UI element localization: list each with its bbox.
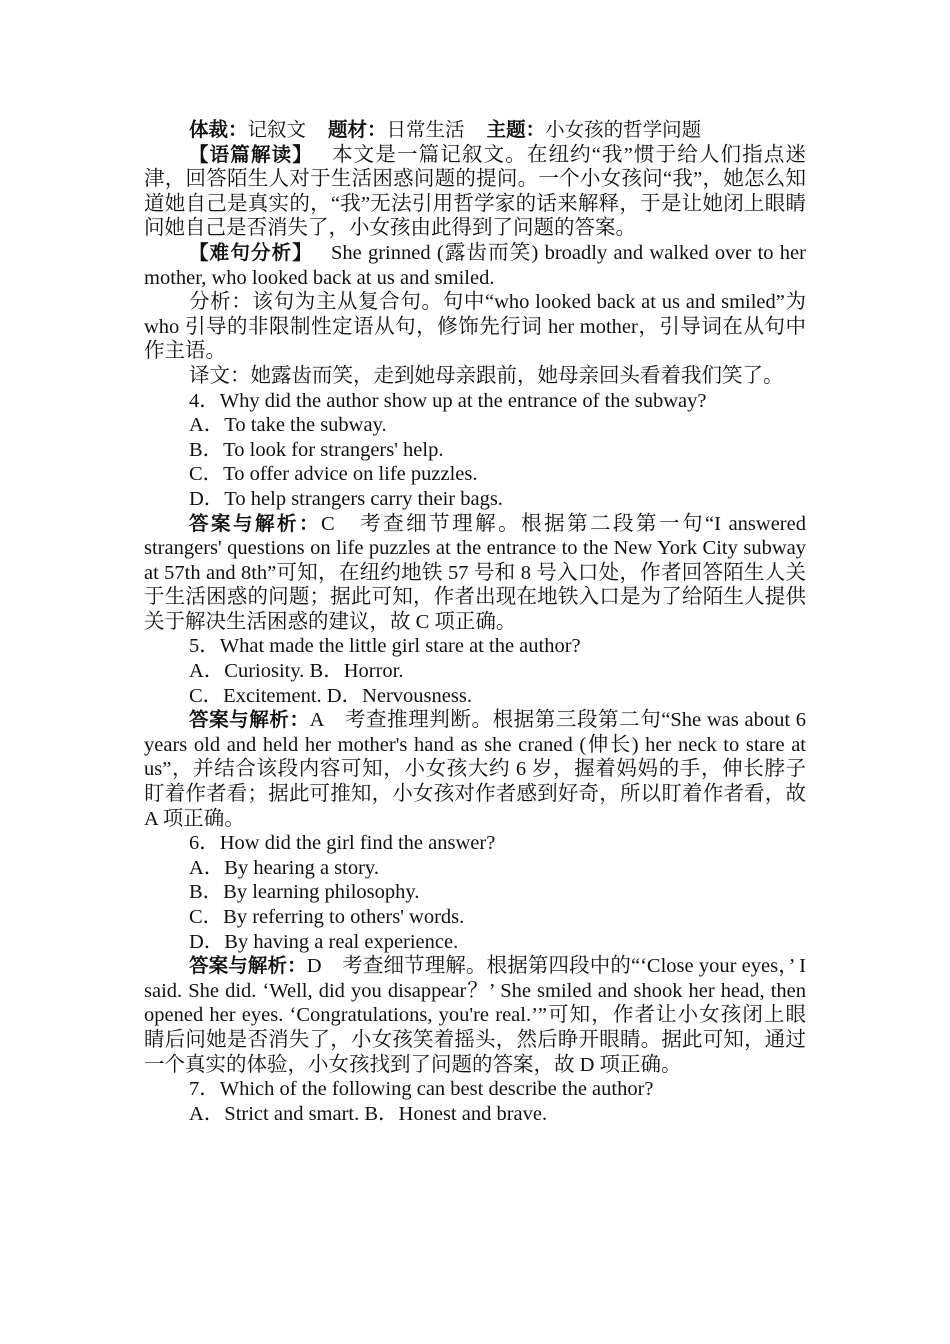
question-stem: 5．What made the little girl stare at the author? bbox=[189, 635, 581, 658]
sentence-analysis bbox=[144, 241, 806, 290]
question-option: A．Curiosity. B．Horror. bbox=[189, 660, 404, 683]
sentence-translation: 译文：她露齿而笑，走到她母亲跟前，她母亲回头看着我们笑了。 bbox=[189, 364, 784, 387]
genre-value: 记叙文 bbox=[247, 118, 307, 141]
answer-label: 答案与解析： bbox=[189, 954, 307, 978]
question-option: B．To look for strangers' help. bbox=[189, 438, 444, 461]
question-stem: 7．Which of the following can best describe the author? bbox=[189, 1078, 654, 1101]
question-stem: 6．How did the girl find the answer? bbox=[189, 832, 496, 855]
question-option: A．To take the subway. bbox=[189, 414, 387, 437]
answer-text: C 考查细节理解。根据第二段第一句“I answered strangers' questions on life puzzles at the entrance to the New York City subway at 57th and 8th”可知，在纽约地铁 57 号和 8 号入口处，作者回答陌生人关于生活困惑的问题；据此可知，作者出现在地铁入口是为了给陌生人提供关于解决生活困惑的建议，故 C 项正确。 bbox=[144, 512, 806, 633]
document-page bbox=[144, 118, 806, 1126]
question-option: B．By learning philosophy. bbox=[189, 881, 420, 904]
question-option: D．By having a real experience. bbox=[189, 930, 459, 953]
topic-label: 题材： bbox=[328, 118, 387, 141]
question-option: C．By referring to others' words. bbox=[189, 906, 465, 928]
theme-label: 主题： bbox=[486, 118, 546, 141]
reading-label: 【语篇解读】 bbox=[189, 142, 313, 166]
question-option: D．To help strangers carry their bags. bbox=[189, 487, 503, 510]
question-option: A．By hearing a story. bbox=[189, 856, 379, 879]
reading-text: 本文是一篇记叙文。在纽约“我”惯于给人们指点迷津，回答陌生人对于生活困惑问题的提问。一个小女孩问“我”，她怎么知道她自己是真实的，“我”无法引用哲学家的话来解释，于是让她闭上眼睛问她自己是否消失了，小女孩由此得到了问题的答案。 bbox=[144, 143, 806, 240]
sentence-text: She grinned (露齿而笑) broadly and walked over to her mother, who looked back at us and smiled. bbox=[144, 241, 806, 289]
answer-text: A 考查推理判断。根据第三段第二句“She was about 6 years old and held her mother's hand as she craned (伸长) her neck to stare at us”，并结合该段内容可知，小女孩大约 6 岁，握着妈妈的手，伸长脖子盯着作者看；据此可推知，小女孩对作者感到好奇，所以盯着作者看，故 A 项正确。 bbox=[144, 709, 806, 830]
topic-value: 日常生活 bbox=[386, 118, 465, 141]
answer-label: 答案与解析： bbox=[189, 708, 310, 732]
question-option: C．Excitement. D．Nervousness. bbox=[189, 684, 472, 707]
question-option: C．To offer advice on life puzzles. bbox=[189, 463, 478, 486]
answer-explanation bbox=[144, 512, 806, 635]
sentence-label: 【难句分析】 bbox=[189, 240, 313, 264]
question-stem: 4．Why did the author show up at the entrance of the subway? bbox=[189, 389, 707, 412]
answer-explanation bbox=[144, 954, 806, 1077]
theme-value: 小女孩的哲学问题 bbox=[545, 118, 702, 141]
answer-label: 答案与解析： bbox=[189, 511, 321, 535]
sentence-analysis-text: 分析：该句为主从复合句。句中“who looked back at us and smiled”为 who 引导的非限制性定语从句，修饰先行词 her mother，引导词在从句中作主语。 bbox=[144, 291, 806, 363]
passage-reading bbox=[144, 143, 806, 241]
question-option: A．Strict and smart. B．Honest and brave. bbox=[189, 1102, 548, 1125]
answer-text: D 考查细节理解。根据第四段中的“‘Close your eyes，’ I said. She did. ‘Well, did you disappear？’ She smiled and shook her head, then opened her eyes. ‘Congratulations, you're real.’”可知，作者让小女孩闭上眼睛后问她是否消失了，小女孩笑着摇头，然后睁开眼睛。据此可知，通过一个真实的体验，小女孩找到了问题的答案，故 D 项正确。 bbox=[144, 955, 806, 1076]
passage-meta bbox=[144, 118, 806, 143]
answer-explanation bbox=[144, 708, 806, 831]
genre-label: 体裁： bbox=[189, 118, 248, 141]
